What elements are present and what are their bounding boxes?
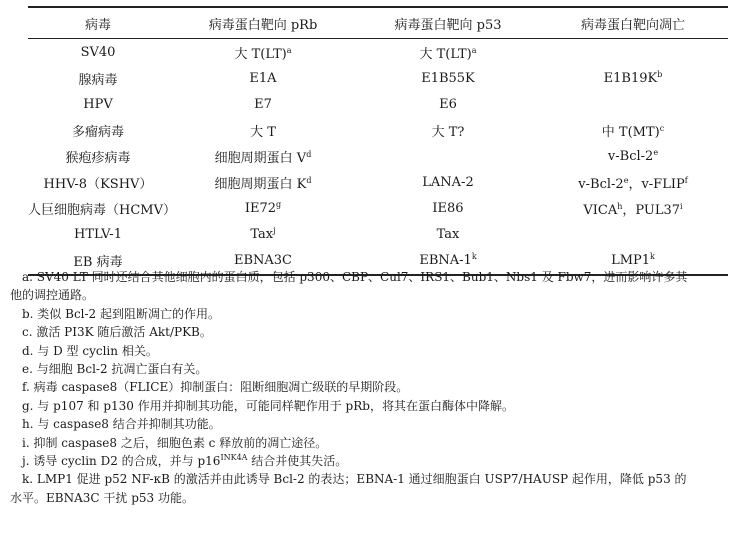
cell-apoptosis-footnote-mark: h — [617, 202, 623, 212]
cell-virus — [28, 39, 168, 65]
cell-p53-footnote-mark: a — [471, 45, 477, 55]
cell-p53-text: E6 — [439, 96, 457, 112]
cell-prb-text: 大 T — [250, 124, 276, 140]
footnote-line — [10, 489, 735, 507]
footnote-text: f. 病毒 caspase8（FLICE）抑制蛋白：阻断细胞凋亡级联的早期阶段。 — [22, 380, 409, 395]
cell-prb-text: Tax — [250, 227, 274, 243]
cell-prb-text: EBNA3C — [233, 253, 293, 269]
table-row — [28, 222, 728, 248]
footnote-line — [10, 434, 735, 452]
cell-virus-text: HPV — [83, 96, 113, 112]
cell-p53-text: E1B55K — [421, 70, 475, 86]
cell-apoptosis-text: v-Bcl-2 — [578, 177, 624, 193]
cell-p53-text: 大 T? — [431, 124, 465, 140]
cell-p53-text: 大 T(LT) — [419, 46, 472, 62]
footnote-text-tail: 结合并使其失活。 — [247, 454, 348, 469]
cell-p53 — [358, 39, 538, 65]
cell-apoptosis-footnote-mark: c — [659, 123, 665, 133]
footnote-line — [10, 286, 735, 304]
footnote-line — [10, 470, 735, 488]
footnote-line — [10, 378, 735, 396]
footnote-text: 水平。EBNA3C 干扰 p53 功能。 — [10, 490, 194, 505]
cell-virus — [28, 222, 168, 248]
cell-virus-text: SV40 — [80, 44, 116, 60]
cell-prb-footnote-mark: j — [273, 226, 276, 236]
cell-apoptosis-text-2: ，PUL37 — [622, 203, 681, 219]
cell-prb — [168, 117, 358, 143]
table-row — [28, 143, 728, 169]
cell-apoptosis-footnote-mark: e — [653, 147, 659, 157]
footnote-text: 他的调控通路。 — [10, 288, 95, 303]
cell-virus — [28, 65, 168, 91]
cell-prb-text: E7 — [254, 96, 272, 112]
cell-apoptosis — [538, 196, 728, 222]
cell-prb-footnote-mark: d — [306, 176, 312, 186]
cell-prb — [168, 65, 358, 91]
cell-p53 — [358, 196, 538, 222]
cell-p53 — [358, 222, 538, 248]
cell-apoptosis — [538, 65, 728, 91]
header-virus: 病毒 — [84, 17, 111, 33]
cell-virus-text: 人巨细胞病毒（HCMV） — [28, 203, 176, 219]
cell-virus — [28, 91, 168, 117]
footnote-text: d. 与 D 型 cyclin 相关。 — [22, 343, 158, 358]
cell-apoptosis-footnote-mark: e — [623, 176, 629, 186]
cell-p53-text: IE86 — [432, 201, 464, 217]
footnote-superscript: INK4A — [220, 453, 248, 463]
table-row — [28, 65, 728, 91]
cell-virus-text: 腺病毒 — [78, 72, 118, 88]
cell-virus — [28, 117, 168, 143]
footnote-text: i. 抑制 caspase8 之后，细胞色素 c 释放前的凋亡途径。 — [22, 435, 328, 450]
virus-protein-table-wrap — [28, 0, 728, 276]
footnotes — [10, 268, 735, 507]
table-row — [28, 196, 728, 222]
table-row — [28, 39, 728, 65]
table-row — [28, 169, 728, 195]
cell-apoptosis-footnote-mark: b — [657, 69, 663, 79]
cell-apoptosis-text-2: ，v-FLIP — [628, 177, 685, 193]
footnote-text: j. 诱导 cyclin D2 的合成，并与 p16 — [22, 454, 221, 469]
cell-apoptosis-footnote-mark-2: f — [684, 176, 688, 186]
cell-virus-text: 猴疱疹病毒 — [65, 150, 131, 166]
footnote-line — [10, 305, 735, 323]
footnote-text: e. 与细胞 Bcl-2 抗凋亡蛋白有关。 — [22, 362, 208, 377]
cell-prb-text: 细胞周期蛋白 V — [214, 150, 307, 166]
cell-p53-footnote-mark: k — [471, 252, 477, 262]
footnote-text: g. 与 p107 和 p130 作用并抑制其功能，可能同样靶作用于 pRb，将其在蛋白酶体中降解。 — [22, 398, 514, 413]
footnote-text: b. 类似 Bcl-2 起到阻断凋亡的作用。 — [22, 306, 221, 321]
cell-apoptosis-text: E1B19K — [603, 70, 658, 86]
footnote-line — [10, 452, 735, 470]
cell-p53 — [358, 169, 538, 195]
footnote-text: a. SV40 LT 同时还结合其他细胞内的蛋白质，包括 p300、CBP、Cul7、IRS1、Bub1、Nbs1 及 Fbw7，进而影响许多其 — [22, 270, 688, 284]
cell-prb — [168, 143, 358, 169]
cell-apoptosis — [538, 39, 728, 65]
cell-apoptosis — [538, 91, 728, 117]
header-prb: 病毒蛋白靶向 pRb — [208, 17, 318, 33]
cell-virus-text: 多瘤病毒 — [71, 124, 124, 140]
cell-virus-text: HTLV-1 — [74, 227, 122, 243]
cell-p53 — [358, 117, 538, 143]
cell-prb-footnote-mark: a — [286, 45, 292, 55]
cell-virus — [28, 196, 176, 222]
footnote-line — [10, 342, 735, 360]
cell-apoptosis-footnote-mark-2: i — [680, 202, 683, 212]
cell-apoptosis-text: 中 T(MT) — [601, 124, 660, 140]
cell-apoptosis-text: VICA — [583, 203, 618, 219]
header-apoptosis: 病毒蛋白靶向凋亡 — [580, 17, 685, 33]
footnote-line — [10, 268, 735, 286]
footnote-line — [10, 415, 735, 433]
cell-prb-text: E1A — [249, 70, 277, 86]
cell-prb-footnote-mark: g — [276, 200, 282, 210]
cell-p53-text: LANA-2 — [422, 175, 474, 191]
cell-prb-text: 大 T(LT) — [234, 46, 287, 62]
cell-virus-text: HHV-8（KSHV） — [43, 177, 153, 193]
cell-apoptosis-text: LMP1 — [611, 253, 651, 269]
virus-protein-table — [28, 8, 728, 274]
cell-prb-footnote-mark: d — [306, 149, 312, 159]
cell-prb-text: IE72 — [244, 201, 277, 217]
table-row — [28, 91, 728, 117]
cell-p53-text: Tax — [436, 227, 460, 243]
cell-apoptosis — [538, 169, 728, 195]
cell-prb — [168, 91, 358, 117]
cell-apoptosis-footnote-mark: k — [650, 252, 655, 262]
cell-p53 — [358, 65, 538, 91]
cell-prb — [168, 169, 358, 195]
footnote-text: c. 激活 PI3K 随后激活 Akt/PKB。 — [22, 325, 212, 340]
cell-apoptosis — [538, 143, 728, 169]
footnote-text: h. 与 caspase8 结合并抑制其功能。 — [22, 417, 221, 432]
footnote-line — [10, 397, 735, 415]
cell-prb — [168, 222, 358, 248]
cell-virus-text: EB 病毒 — [73, 255, 123, 271]
cell-prb — [168, 39, 358, 65]
cell-virus — [28, 169, 168, 195]
header-p53: 病毒蛋白靶向 p53 — [394, 17, 502, 33]
cell-p53 — [358, 91, 538, 117]
footnote-text: k. LMP1 促进 p52 NF-κB 的激活并由此诱导 Bcl-2 的表达；EBNA-1 通过细胞蛋白 USP7/HAUSP 起作用，降低 p53 的 — [22, 472, 687, 487]
cell-prb-text: 细胞周期蛋白 K — [214, 177, 307, 193]
cell-p53-text: EBNA-1 — [419, 253, 472, 269]
cell-p53 — [358, 143, 538, 169]
table-header-row — [28, 8, 728, 38]
footnote-line — [10, 323, 735, 341]
cell-virus — [28, 143, 168, 169]
cell-apoptosis-text: v-Bcl-2 — [607, 148, 654, 164]
cell-apoptosis — [538, 117, 728, 143]
cell-apoptosis — [538, 222, 728, 248]
cell-prb — [168, 196, 358, 222]
table-row — [28, 117, 728, 143]
footnote-line — [10, 360, 735, 378]
